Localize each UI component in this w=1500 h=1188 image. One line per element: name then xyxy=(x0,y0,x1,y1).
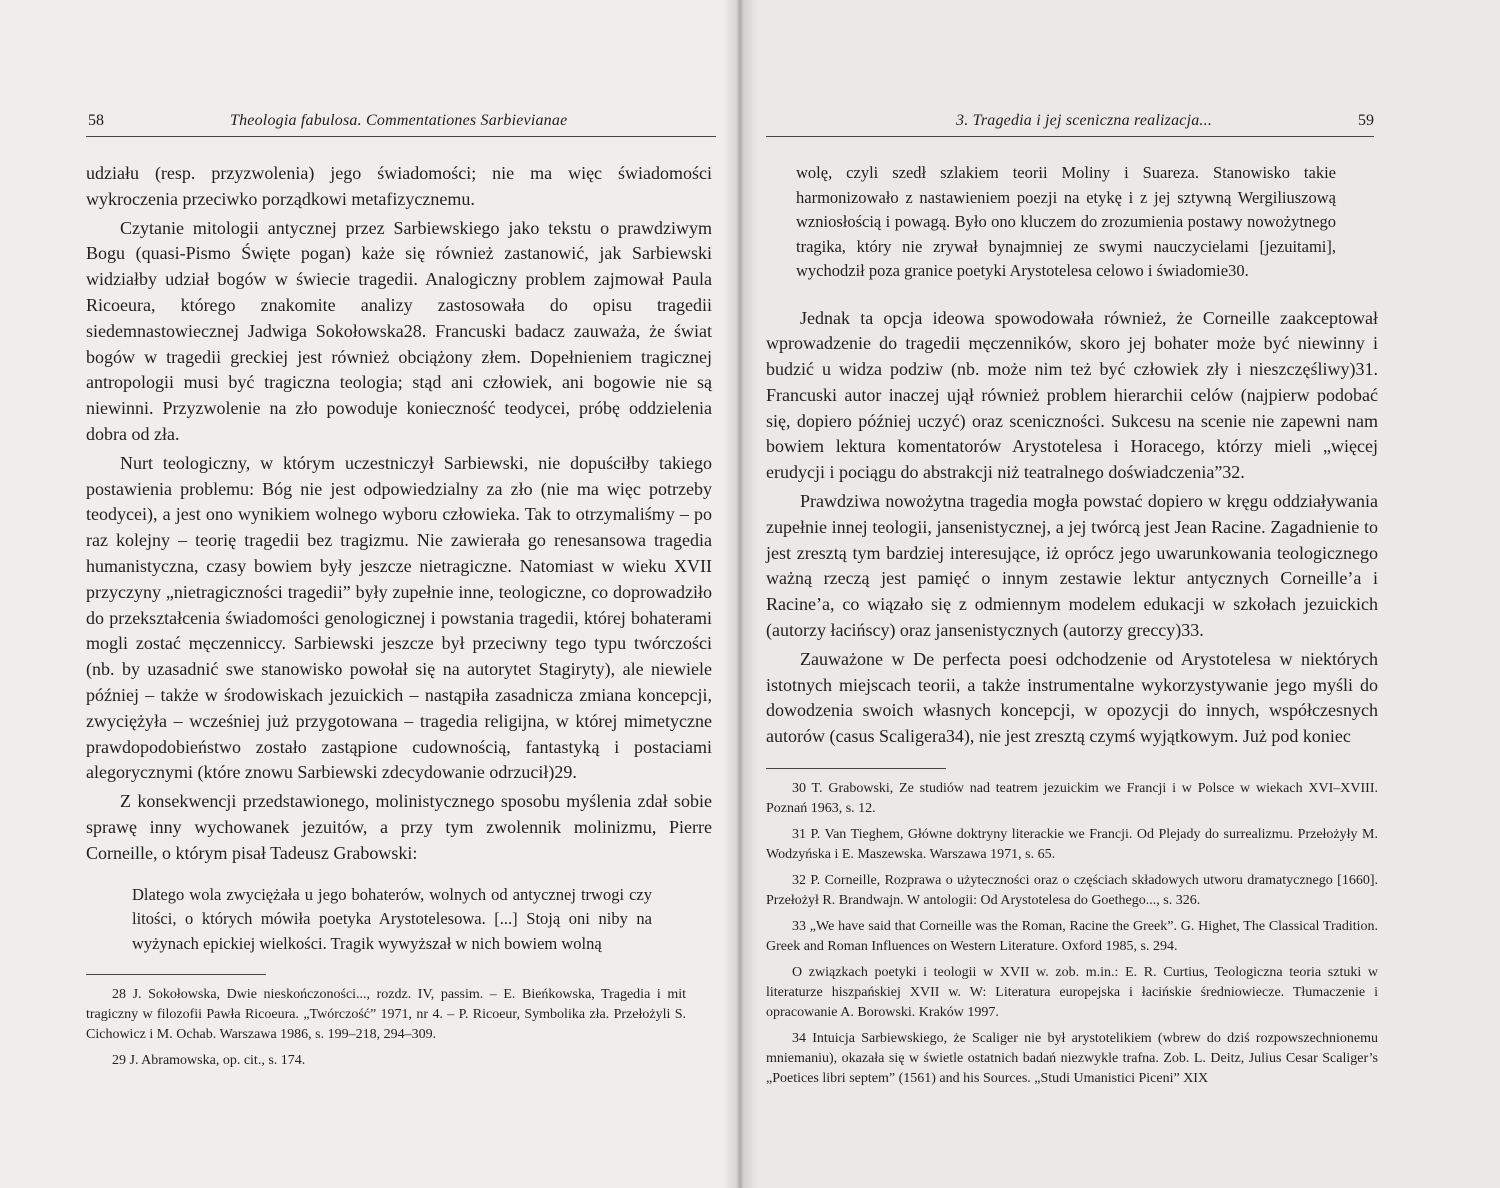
right-footnotes xyxy=(766,779,1378,1089)
left-paragraph: Z konsekwencji przedstawionego, molinistycznego sposobu myślenia zdał sobie sprawę inny wychowanek jezuitów, a przy tym zwolennik molinizmu, Pierre Corneille, o którym pisał Tadeusz Grabowski: xyxy=(86,791,712,863)
right-page-number: 59 xyxy=(1358,112,1374,129)
footnote: O związkach poetyki i teologii w XVII w. zob. m.in.: E. R. Curtius, Teologiczna teoria sztuki w literaturze hiszpańskiej XVII w. W: Literatura europejska i łacińskie średniowiecze. Tłumaczenie i opracowanie A. Borowski. Kraków 1997. xyxy=(766,965,1378,1021)
right-paragraph: Jednak ta opcja ideowa spowodowała również, że Corneille zaakceptował wprowadzenie do tragedii męczenników, skoro jej bohater może być niewinny i budzić u widza podziw (nb. może nim też być człowiek zły i nieszczęśliwy)31. Francuski autor inaczej ujął również problem hierarchii celów (najpierw podobać się, dopiero później uczyć) oraz sceniczności. Sukcesu na scenie nie zapewni nam bowiem lektura komentatorów Arystotelesa i Horacego, którzy mieli „więcej erudycji i pociągu do abstrakcji niż teatralnego doświadczenia”32. xyxy=(766,307,1378,483)
right-page xyxy=(740,0,1500,1188)
right-body-text xyxy=(766,306,1378,751)
left-running-head xyxy=(86,112,716,137)
left-page xyxy=(0,0,740,1188)
left-block-quote: Dlatego wola zwyciężała u jego bohaterów, wolnych od antycznej trwogi czy litości, o których mówiła poetyka Arystotelesowa. [...] Stoją oni niby na wyżynach epickiej wielkości. Tragik wywyższał w nich bowiem wolną xyxy=(132,884,652,953)
footnote: 34 Intuicja Sarbiewskiego, że Scaliger nie był arystotelikiem (wbrew do dziś rozpowszechnionemu mniemaniu), okazała się w świetle ostatnich badań niezwykle trafna. Zob. L. Deitz, Julius Cesar Scaliger’s „Poetices libri septem” (1561) and his Sources. „Studi Umanistici Piceni” XIX xyxy=(766,1031,1378,1087)
left-paragraph: Czytanie mitologii antycznej przez Sarbiewskiego jako tekstu o prawdziwym Bogu (quasi-Pismo Święte pogan) każe się również zastanowić, jak Sarbiewski widziałby udział bogów w świecie tragedii. Analogiczny problem zajmował Paula Ricoeura, którego znakomite analizy zastosowała do opisu tragedii siedemnastowiecznej Jadwiga Sokołowska28. Francuski badacz zauważa, że świat bogów w tragedii greckiej jest również obciążony złem. Dopełnieniem tragicznej antropologii musi być tragiczna teologia; stąd ani człowiek, ani bogowie nie są niewinni. Przyzwolenie na zło powoduje konieczność teodycei, próbę oddzielenia dobra od zła. xyxy=(86,217,712,444)
right-block-quote: wolę, czyli szedł szlakiem teorii Moliny i Suareza. Stanowisko takie harmonizowało z nastawieniem poezji na etykę i z jej sztywną Wergiliuszową wzniosłością i powagą. Było ono kluczem do zrozumienia postawy nowożytnego tragika, który nie zrywał bynajmniej ze swymi nauczycielami [jezuitami], wychodził poza granice poetyki Arystotelesa celowo i świadomie30. xyxy=(796,163,1336,280)
left-footnote-rule xyxy=(86,974,266,975)
right-footnote-rule xyxy=(766,768,946,769)
footnote: 28 J. Sokołowska, Dwie nieskończoności..., rozdz. IV, passim. – E. Bieńkowska, Tragedia i mit tragiczny w filozofii Pawła Ricoeura. „Twórczość” 1971, nr 4. – P. Ricoeur, Symbolika zła. Przełożyli S. Cichowicz i M. Ochab. Warszawa 1986, s. 199–218, 294–309. xyxy=(86,987,686,1043)
footnote: 29 J. Abramowska, op. cit., s. 174. xyxy=(112,1053,306,1069)
right-paragraph: Prawdziwa nowożytna tragedia mogła powstać dopiero w kręgu oddziaływania zupełnie innej teologii, jansenistycznej, a jej twórcą jest Jean Racine. Zagadnienie to jest zresztą tym bardziej interesujące, iż oprócz jego uwarunkowania teologicznego ważną rzeczą jest pamięć o innym zestawie lektur antycznych Corneille’a i Racine’a, co wiązało się z odmiennym modelem edukacji w szkołach jezuickich (autorzy łacińscy) oraz jansenistycznych (autorzy greccy)33. xyxy=(766,491,1378,641)
footnote: 30 T. Grabowski, Ze studiów nad teatrem jezuickim we Francji i w Polsce w wiekach XVI–XVIII. Poznań 1963, s. 12. xyxy=(766,781,1378,817)
left-paragraph: udziału (resp. przyzwolenia) jego świadomości; nie ma więc świadomości wykroczenia przeciwko porządkowi metafizycznemu. xyxy=(86,163,712,209)
footnote: 32 P. Corneille, Rozprawa o użyteczności oraz o częściach składowych utworu dramatycznego [1660]. Przełożył R. Brandwajn. W antologii: Od Arystotelesa do Goethego..., s. 326. xyxy=(766,873,1378,909)
footnote: 31 P. Van Tieghem, Główne doktryny literackie we Francji. Od Plejady do surrealizmu. Przełożyły M. Wodzyńska i E. Maszewska. Warszawa 1971, s. 65. xyxy=(766,827,1378,863)
right-running-title: 3. Tragedia i jej sceniczna realizacja... xyxy=(956,112,1213,129)
right-quote-wrap xyxy=(766,161,1404,284)
left-paragraph: Nurt teologiczny, w którym uczestniczył Sarbiewski, nie dopuściłby takiego postawienia problemu: Bóg nie jest odpowiedzialny za zło (nie ma więc potrzeby teodycei), a jest ono wynikiem wolnego wyboru człowieka. Tak to otrzymaliśmy – po raz kolejny – teorię tragedii bez tragizmu. Nie zawierała go renesansowa tragedia humanistyczna, czasy bowiem były jeszcze nietragiczne. Natomiast w wieku XVII przyczyny „nietragiczności tragedii” były zupełnie inne, teologiczne, co doprowadziło do przekształcenia świadomości genologicznej i powstania tragedii, której bohaterami mogli zostać męczenniccy. Sarbiewski jeszcze był przeciwny tego typu twórczości (nb. by uzasadnić swe stanowisko powołał się na autorytet Stagiryty), ale niewiele później – także w środowiskach jezuickich – nastąpiła zasadnicza zmiana koncepcji, zwyciężyła – wcześniej już przygotowana – tragedia religijna, w której mimetyczne prawdopodobieństwo zostało zastąpione cudownością, fantastyką i postaciami alegorycznymi (które znowu Sarbiewski zdecydowanie odrzucił)29. xyxy=(86,452,712,783)
right-running-head xyxy=(766,112,1374,137)
left-body-text xyxy=(86,161,712,867)
right-paragraph: Zauważone w De perfecta poesi odchodzenie od Arystotelesa w niektórych istotnych miejscach teorii, a także instrumentalne wykorzystywanie jego myśli do dowodzenia swoich własnych koncepcji, w opozycji do innych, współczesnych autorów (casus Scaligera34), nie jest zresztą czymś wyjątkowym. Już pod koniec xyxy=(766,648,1378,747)
footnote: 33 „We have said that Corneille was the Roman, Racine the Greek”. G. Highet, The Classical Tradition. Greek and Roman Influences on Western Literature. Oxford 1985, s. 294. xyxy=(766,919,1378,955)
left-footnotes xyxy=(86,985,686,1071)
left-running-title: Theologia fabulosa. Commentationes Sarbievianae xyxy=(230,112,568,129)
left-page-number: 58 xyxy=(88,112,104,129)
